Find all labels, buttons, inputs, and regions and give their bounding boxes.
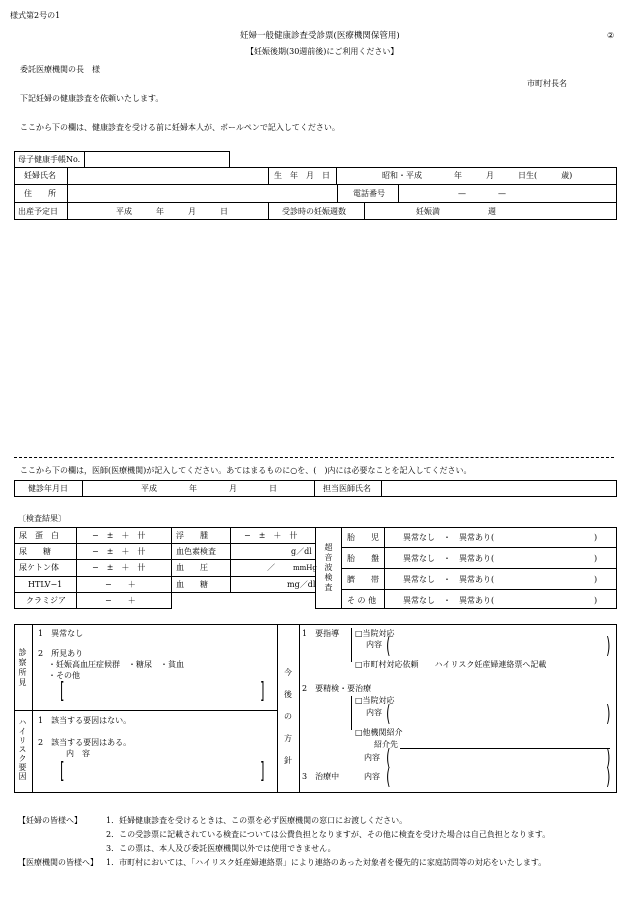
due-label: 出産予定日: [18, 207, 58, 216]
placenta-label: 胎 盤: [347, 554, 379, 563]
htlv-label: HTLV−1: [28, 580, 63, 589]
request-text: 下記妊婦の健康診査を依頼いたします。: [20, 94, 164, 103]
notes-inst-label: 【医療機関の皆様へ】: [18, 858, 98, 867]
page-mark: ②: [607, 31, 615, 40]
plan-g2[interactable]: 2 要精検・要治療: [302, 684, 372, 693]
birth-field[interactable]: 昭和・平成 年 月 日生( 歳): [382, 171, 573, 180]
findings-item1[interactable]: 1 異常なし: [38, 629, 84, 638]
risk-item1[interactable]: 1 該当する要因はない。: [38, 716, 132, 725]
plan-g2b-paren-open: (: [386, 746, 391, 771]
plan-label: [283, 662, 293, 772]
pressure-unit: mmHg: [293, 564, 317, 572]
plan-g3-paren-close: ): [606, 765, 611, 790]
notes-patient-label: 【妊婦の皆様へ】: [18, 816, 82, 825]
risk-content: 内 容: [66, 749, 90, 758]
notes-patient-1: 1．妊婦健康診査を受けるときは、この票を必ず医療機関の窓口にお渡しください。: [106, 816, 408, 825]
results-heading: 〔検査結果〕: [18, 514, 66, 523]
plan-g1a-paren-open: (: [386, 634, 391, 659]
cord-close: ): [594, 575, 598, 584]
risk-paren-open: [: [60, 759, 65, 784]
addressee: 委託医療機関の長 様: [20, 65, 100, 74]
cut-line: [14, 457, 614, 458]
plan-g2b-content: 内容: [364, 753, 380, 762]
plan-g1b[interactable]: □市町村対応依頼 ハイリスク妊産婦連絡票へ記載: [355, 660, 547, 669]
edema-label: 浮 腫: [176, 531, 208, 540]
form-title: 妊婦一般健康診査受診票(医療機関保管用): [240, 31, 400, 41]
sugar-label: 尿 糖: [19, 547, 51, 556]
cord-label: 臍 帯: [347, 575, 379, 584]
hemoglobin-unit: g／dl: [291, 547, 312, 556]
doctor-label: 担当医師氏名: [323, 484, 371, 493]
plan-g2a[interactable]: □当院対応: [355, 696, 395, 705]
due-field[interactable]: 平成 年 月 日: [116, 207, 228, 216]
ultrasound-label: 超音波検査: [324, 543, 333, 593]
exam-date-field[interactable]: 平成 年 月 日: [141, 484, 277, 493]
notes-patient-3: 3．この票は、本人及び委託医療機関以外では使用できません。: [106, 844, 336, 853]
instruction-doctor: ここから下の欄は，医師(医療機関)が記入してください。あてはまるものに○を、( )内には必要なことを記入してください。: [20, 466, 472, 475]
issuer: 市町村長名: [527, 79, 567, 88]
fetus-close: ): [594, 533, 598, 542]
handbook-no-label: 母子健康手帳No.: [18, 155, 81, 164]
risk-item2[interactable]: 2 該当する要因はある。: [38, 738, 132, 747]
protein-options[interactable]: − ± ＋ 卄: [92, 531, 146, 540]
glucose-unit: mg／dl: [287, 580, 316, 589]
chlamydia-options[interactable]: − ＋: [105, 596, 136, 605]
placenta-options[interactable]: 異常なし ・ 異常あり(: [403, 554, 495, 563]
name-label: 妊婦氏名: [24, 171, 56, 180]
glucose-label: 血 糖: [176, 580, 208, 589]
sugar-options[interactable]: − ± ＋ 卄: [92, 547, 146, 556]
plan-g3-content: 内容: [364, 772, 380, 781]
protein-label: 尿 蛋 白: [19, 531, 59, 540]
phone-label: 電話番号: [353, 189, 385, 198]
pressure-sep: ／: [267, 563, 275, 572]
plan-g2b-paren-close: ): [606, 746, 611, 771]
name-field[interactable]: [69, 168, 266, 183]
plan-label-text: 今後の方針: [284, 668, 292, 765]
notes-patient-2: 2．この受診票に記載されている検査については公費負担となりますが、その他に検査を受けた場合は自己負担となります。: [106, 830, 551, 839]
instruction-patient: ここから下の欄は、健康診査を受ける前に妊婦本人が、ボールペンで記入してください。: [20, 123, 340, 132]
doctor-field[interactable]: [383, 481, 615, 496]
findings-item2[interactable]: 2 所見あり: [38, 649, 84, 658]
plan-g3[interactable]: 3 治療中: [302, 772, 340, 781]
cord-options[interactable]: 異常なし ・ 異常あり(: [403, 575, 495, 584]
pressure-label: 血 圧: [176, 563, 208, 572]
plan-g2b[interactable]: □他機関紹介: [355, 728, 403, 737]
risk-label: ハイリスク要因: [18, 718, 27, 781]
form-number: 様式第2号の1: [10, 11, 61, 20]
plan-g2b-referral: 紹介先: [374, 740, 398, 749]
findings-paren-close: ]: [260, 679, 265, 704]
birth-label: 生 年 月 日: [274, 171, 330, 180]
plan-g3-paren-open: (: [386, 765, 391, 790]
ketone-label: 尿ケトン体: [19, 563, 59, 572]
findings-label: 診察所見: [18, 648, 27, 688]
hemoglobin-label: 血色素検査: [176, 547, 216, 556]
plan-g1a-content: 内容: [366, 640, 382, 649]
risk-paren-close: ]: [260, 759, 265, 784]
plan-box: [277, 624, 617, 793]
plan-g1[interactable]: 1 要指導: [302, 629, 340, 638]
findings-paren-open: [: [60, 679, 65, 704]
plan-g2a-paren-close: ): [606, 702, 611, 727]
weeks-field[interactable]: 妊娠満 週: [416, 207, 496, 216]
findings-item2a[interactable]: ・妊娠高血圧症候群 ・糖尿 ・貧血: [48, 660, 184, 669]
htlv-options[interactable]: − ＋: [105, 580, 136, 589]
form-subtitle: 【妊娠後期(30週前後)にご利用ください】: [246, 47, 399, 56]
phone-field[interactable]: — —: [458, 189, 506, 198]
other-options[interactable]: 異常なし ・ 異常あり(: [403, 596, 495, 605]
plan-g1a[interactable]: □当院対応: [355, 629, 395, 638]
fetus-options[interactable]: 異常なし ・ 異常あり(: [403, 533, 495, 542]
fetus-label: 胎 児: [347, 533, 379, 542]
edema-options[interactable]: − ± ＋ 卄: [244, 531, 298, 540]
plan-g1a-paren-close: ): [606, 634, 611, 659]
plan-g2a-paren-open: (: [386, 702, 391, 727]
placenta-close: ): [594, 554, 598, 563]
ketone-options[interactable]: − ± ＋ 卄: [92, 563, 146, 572]
other-close: ): [594, 596, 598, 605]
weeks-label: 受診時の妊娠週数: [282, 207, 346, 216]
address-label: 住 所: [24, 189, 56, 198]
findings-item2b[interactable]: ・その他: [48, 671, 80, 680]
other-label: そ の 他: [347, 596, 377, 605]
address-field[interactable]: [69, 185, 335, 201]
handbook-no-field[interactable]: [86, 151, 228, 168]
notes-inst-1: 1．市町村においては、「ハイリスク妊産婦連絡票」により連絡のあった対象者を優先的に家庭訪問等の対応をいたします。: [106, 858, 547, 867]
chlamydia-label: クラミジア: [26, 596, 66, 605]
plan-g2a-content: 内容: [366, 708, 382, 717]
exam-date-label: 健診年月日: [28, 484, 68, 493]
